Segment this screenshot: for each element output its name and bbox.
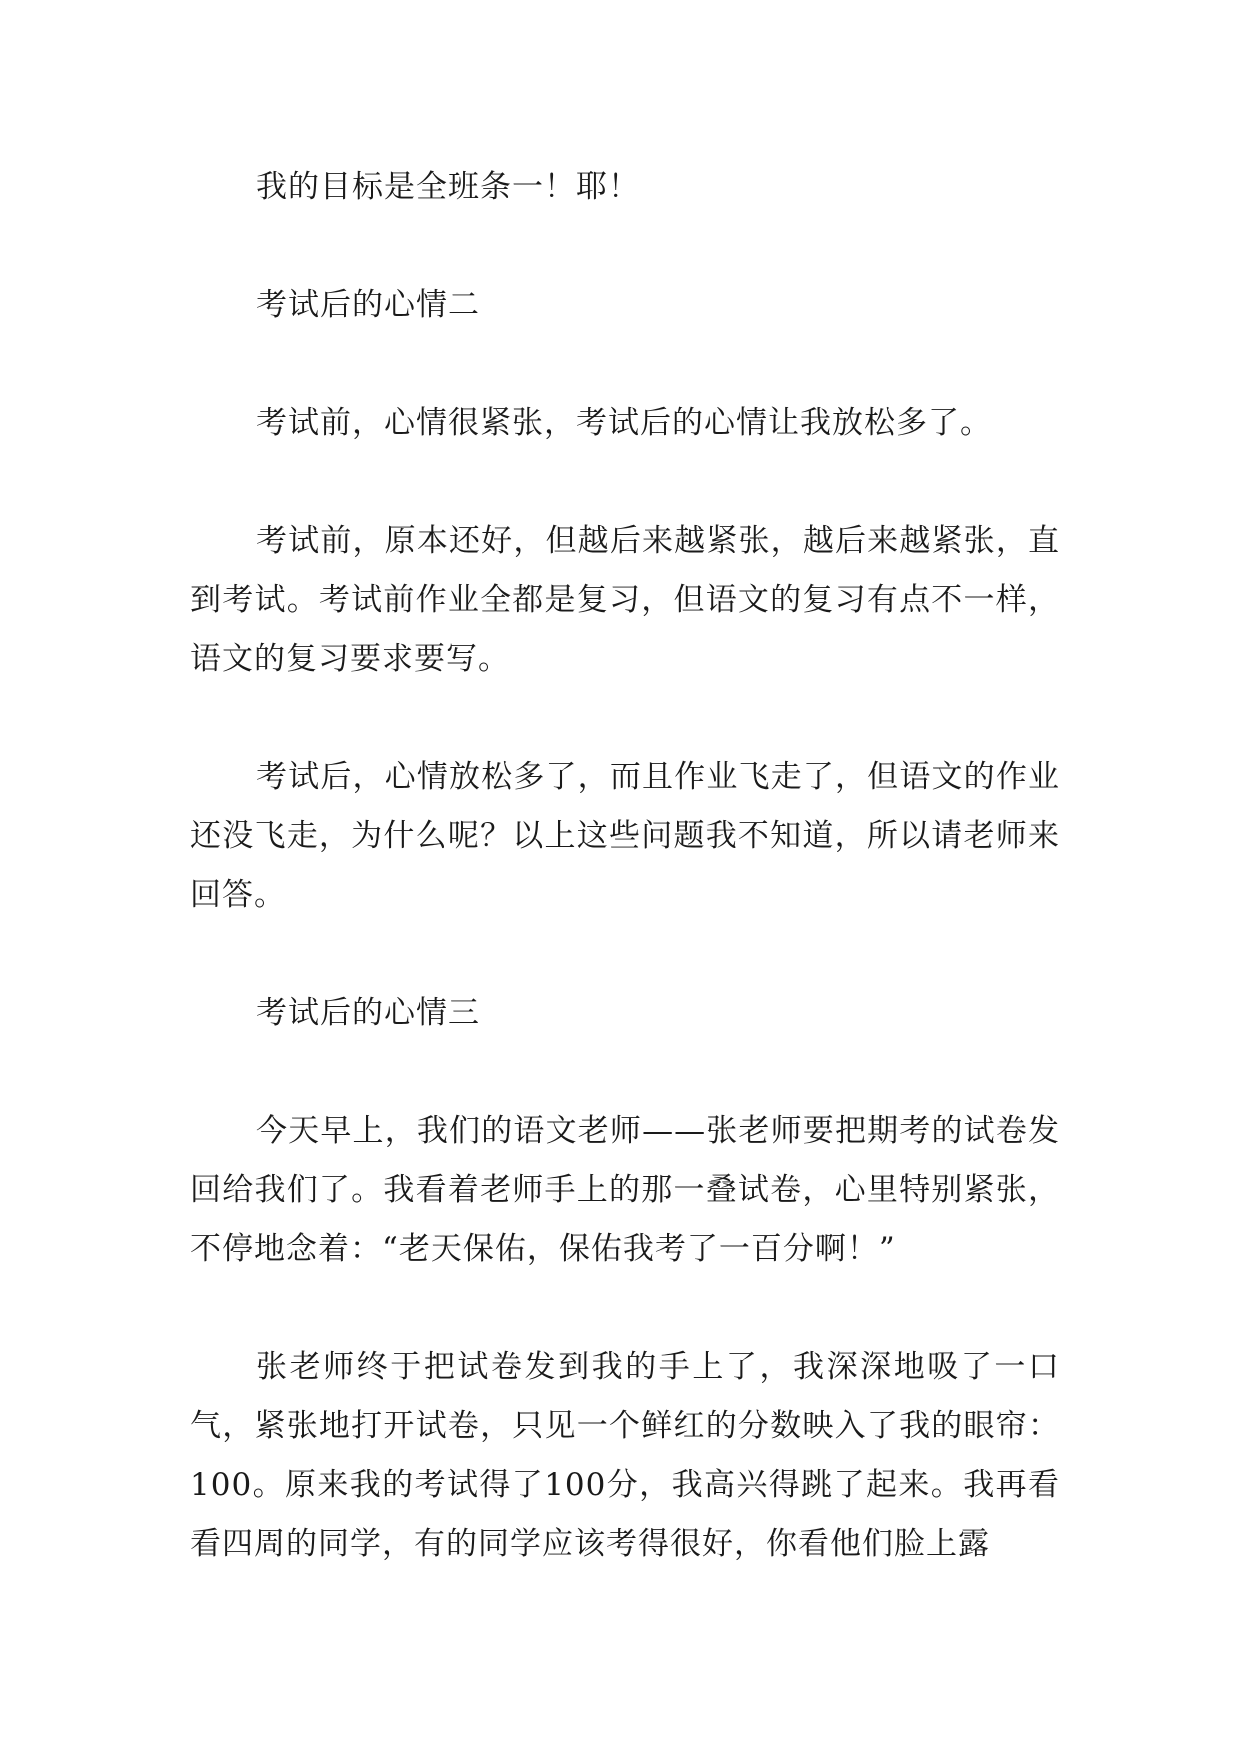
document-body	[190, 158, 1060, 1633]
paragraph: 我的目标是全班条一！耶！	[256, 169, 640, 205]
paragraph: 考试前，原本还好，但越后来越紧张，越后来越紧张，直到考试。考试前作业全都是复习，但语文的复习有点不一样，语文的复习要求要写。	[190, 523, 1060, 677]
section-heading: 考试后的心情二	[256, 287, 480, 323]
paragraph: 张老师终于把试卷发到我的手上了，我深深地吸了一口气，紧张地打开试卷，只见一个鲜红的分数映入了我的眼帘：100。原来我的考试得了100分，我高兴得跳了起来。我再看看四周的同学，有的同学应该考得很好，你看他们脸上露	[190, 1349, 1060, 1562]
section-heading: 考试后的心情三	[256, 995, 480, 1031]
paragraph: 今天早上，我们的语文老师——张老师要把期考的试卷发回给我们了。我看着老师手上的那一叠试卷，心里特别紧张，不停地念着：“老天保佑，保佑我考了一百分啊！”	[190, 1113, 1060, 1267]
paragraph: 考试前，心情很紧张，考试后的心情让我放松多了。	[256, 405, 992, 441]
paragraph: 考试后，心情放松多了，而且作业飞走了，但语文的作业还没飞走，为什么呢？以上这些问题我不知道，所以请老师来回答。	[190, 759, 1060, 913]
